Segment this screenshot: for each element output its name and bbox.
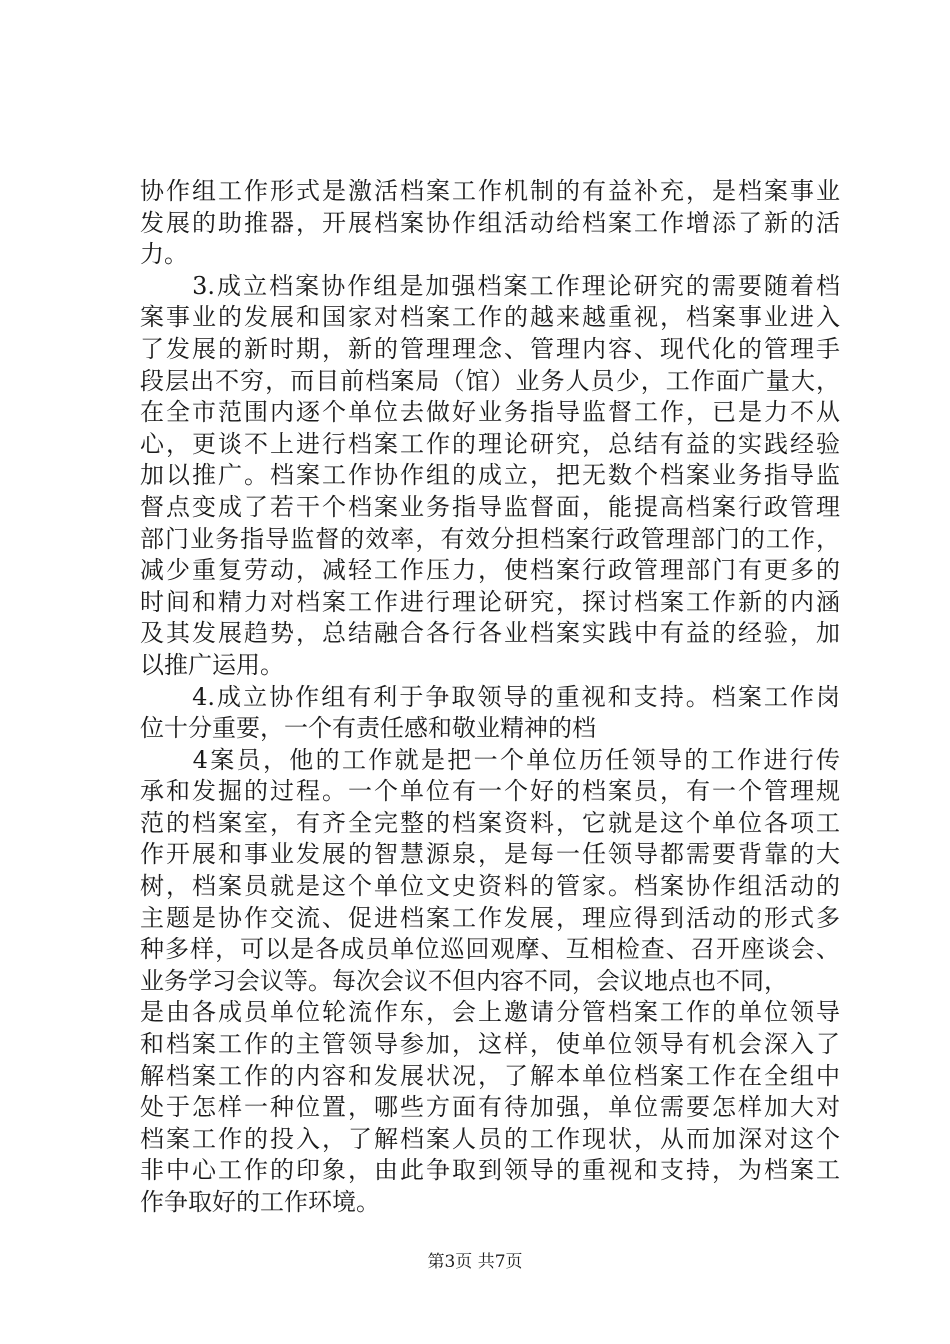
text-line: 发展的助推器，开展档案协作组活动给档案工作增添了新的活 — [140, 208, 840, 237]
text-line: 主题是协作交流、促进档案工作发展，理应得到活动的形式多 — [140, 903, 840, 932]
text-line: 位十分重要，一个有责任感和敬业精神的档 — [140, 714, 596, 743]
text-line: 协作组工作形式是激活档案工作机制的有益补充，是档案事业 — [140, 177, 840, 205]
text-line: 部门业务指导监督的效率，有效分担档案行政管理部门的工作， — [140, 524, 840, 553]
text-line: 时间和精力对档案工作进行理论研究，探讨档案工作新的内涵 — [140, 587, 840, 616]
text-line: 处于怎样一种位置，哪些方面有待加强，单位需要怎样加大对 — [140, 1093, 840, 1122]
text-line: 非中心工作的印象，由此争取到领导的重视和支持，为档案工 — [140, 1156, 840, 1185]
text-line: 作争取好的工作环境。 — [140, 1188, 380, 1216]
text-line: 在全市范围内逐个单位去做好业务指导监督工作，已是力不从 — [140, 398, 840, 427]
text-line: 减少重复劳动，减轻工作压力，使档案行政管理部门有更多的 — [140, 556, 840, 585]
page-footer: 第3页 共7页 — [427, 1252, 523, 1272]
text-line: 是由各成员单位轮流作东，会上邀请分管档案工作的单位领导 — [140, 998, 840, 1027]
text-line: 了发展的新时期，新的管理理念、管理内容、现代化的管理手 — [140, 334, 840, 363]
text-line: 作开展和事业发展的智慧源泉，是每一任领导都需要背靠的大 — [140, 840, 840, 869]
text-line: 案事业的发展和国家对档案工作的越来越重视，档案事业进入 — [140, 303, 840, 332]
body-text — [140, 176, 840, 1219]
text-line: 4案员，他的工作就是把一个单位历任领导的工作进行传 — [140, 745, 840, 774]
text-line: 3.成立档案协作组是加强档案工作理论研究的需要随着档 — [140, 271, 840, 300]
text-line: 档案工作的投入，了解档案人员的工作现状，从而加深对这个 — [140, 1124, 840, 1153]
text-line: 和档案工作的主管领导参加，这样，使单位领导有机会深入了 — [140, 1030, 840, 1059]
text-line: 力。 — [140, 240, 188, 269]
text-line: 心，更谈不上进行档案工作的理论研究，总结有益的实践经验 — [140, 429, 840, 458]
text-line: 4.成立协作组有利于争取领导的重视和支持。档案工作岗 — [140, 682, 840, 711]
text-line: 加以推广。档案工作协作组的成立，把无数个档案业务指导监 — [140, 461, 840, 490]
text-line: 范的档案室，有齐全完整的档案资料，它就是这个单位各项工 — [140, 808, 840, 837]
text-line: 承和发掘的过程。一个单位有一个好的档案员，有一个管理规 — [140, 777, 840, 806]
text-line: 种多样，可以是各成员单位巡回观摩、互相检查、召开座谈会、 — [140, 935, 840, 964]
text-line: 解档案工作的内容和发展状况，了解本单位档案工作在全组中 — [140, 1061, 840, 1090]
text-line: 树，档案员就是这个单位文史资料的管家。档案协作组活动的 — [140, 872, 840, 901]
text-line: 业务学习会议等。每次会议不但内容不同，会议地点也不同， — [140, 966, 788, 995]
text-line: 及其发展趋势，总结融合各行各业档案实践中有益的经验，加 — [140, 619, 840, 648]
text-line: 段层出不穷，而目前档案局（馆）业务人员少，工作面广量大， — [140, 366, 840, 395]
text-line: 以推广运用。 — [140, 650, 284, 679]
text-line: 督点变成了若干个档案业务指导监督面，能提高档案行政管理 — [140, 492, 840, 521]
